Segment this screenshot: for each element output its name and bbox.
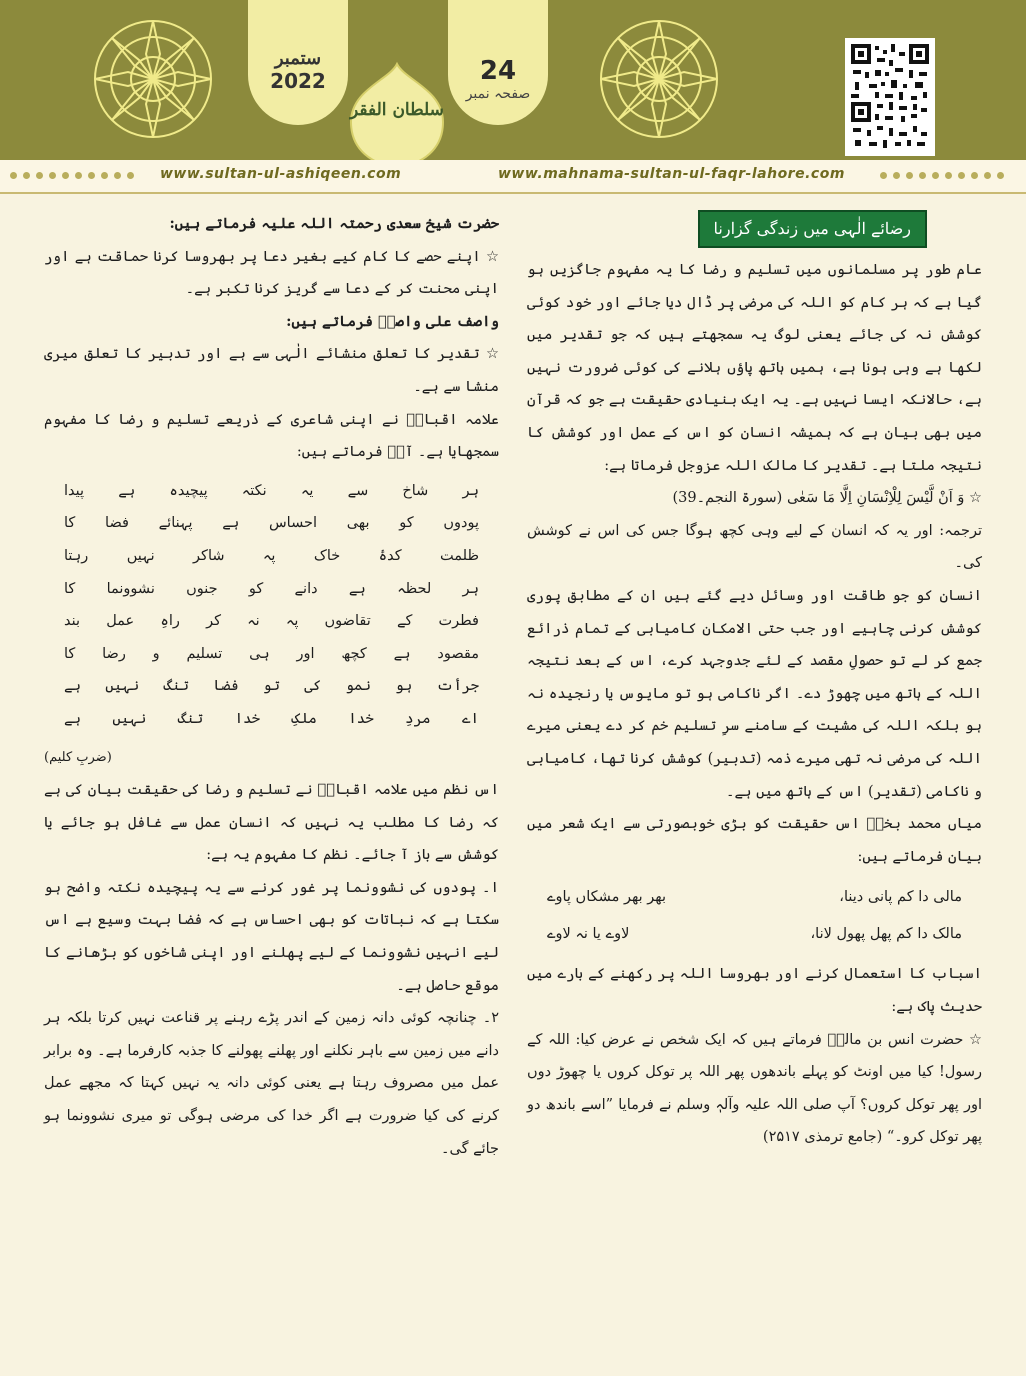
issue-date-badge: [248, 0, 348, 125]
hadith-paragraph: ☆ حضرت انس بن مالکؓ فرماتے ہیں کہ ایک شخص نے عرض کیا: اللہ کے رسول! کیا میں اونٹ کو پہلے باندھوں پھر اللہ پر توکل کروں یا چھوڑ دوں اور پھر توکل کروں؟ آپ صلی اللہ علیہ وآلہٖ وسلم نے فرمایا ”اسے باندھ دو پھر توکل کرو۔“ (جامع ترمذی ۲۵۱۷): [527, 1031, 982, 1146]
page-number-label: صفحہ نمبر: [465, 86, 531, 102]
right-paragraph: عام طور پر مسلمانوں میں تسلیم و رضا کا یہ مفہوم جاگزیں ہو گیا ہے کہ ہر کام کو اللہ کی مرضی پر ڈال دیا جائے اور خود کوئی کوشش نہ کی جائے یعنی لوگ یہ سمجھتے ہیں کہ جو تقدیر میں لکھا ہے وہی ہونا ہے، ہمیں ہاتھ پاؤں ہلانے کی کوئی ضرورت نہیں ہے، حالانکہ ایسا نہیں ہے۔ یہ ایک بنیادی حقیقت ہے جو کہ قرآن میں بھی بیان ہے کہ ہمیشہ انسان کو اس کے عمل اور کوشش کا نتیجہ ملتا ہے۔ تقدیر کا مالک اللہ عزوجل فرماتا ہے:: [527, 262, 982, 474]
right-dot-ornament: [880, 172, 1004, 180]
left-dot-ornament: [10, 172, 134, 180]
left-article-column: [44, 208, 499, 1165]
right-paragraph: ترجمہ: اور یہ کہ انسان کے لیے وہی کچھ ہوگا جس کی اس نے کوشش کی۔: [527, 522, 982, 572]
issue-month: ستمبر: [274, 48, 322, 69]
page-number: 24: [479, 56, 517, 86]
poem-line: فطرت کے تقاضوں پہ نہ کر راہِ عمل بند: [64, 613, 479, 630]
left-paragraph: علامہ اقبالؒ نے اپنی شاعری کے ذریعے تسلیم و رضا کا مفہوم سمجھایا ہے۔ آپؒ فرماتے ہیں:: [44, 411, 499, 461]
website-link-mahnama[interactable]: www.mahnama-sultan-ul-faqr-lahore.com: [498, 166, 845, 182]
left-paragraph: اس نظم میں علامہ اقبالؒ نے تسلیم و رضا کی حقیقت بیان کی ہے کہ رضا کا مطلب یہ نہیں کہ انسان عمل سے غافل ہو جائے یا کوشش سے باز آ جائے۔ نظم کا مفہوم یہ ہے:: [44, 782, 499, 864]
left-paragraph: ۲۔ چنانچہ کوئی دانہ زمین کے اندر پڑے رہنے پر قناعت نہیں کرتا بلکہ ہر دانے میں زمین سے باہر نکلنے اور پھلنے پھولنے کا جذبہ کارفرما ہے۔ وہ برابر عمل میں مصروف رہتا ہے یعنی کوئی دانہ یہ نہیں کہتا کہ مجھے عمل کرنے کی کیا ضرورت ہے اگر خدا کی مرضی ہوگی تو میری نشوونما ہو جائے گی۔: [44, 1010, 499, 1157]
poem-line: پودوں کو بھی احساس ہے پہنائے فضا کا: [64, 515, 479, 532]
magazine-logo: [347, 60, 447, 170]
poem-hemistich: مالک دا کم پھل پھول لانا،: [810, 925, 962, 942]
poem-line: مقصود ہے کچھ اور ہی تسلیم و رضا کا: [64, 645, 479, 662]
poem-line: جرأت ہو نمو کی تو فضا تنگ نہیں ہے: [64, 678, 479, 695]
poem-hemistich: لاوے یا نہ لاوے: [547, 925, 630, 942]
article-title: رضائے الٰہی میں زندگی گزارنا: [698, 210, 927, 248]
right-paragraph: انسان کو جو طاقت اور وسائل دیے گئے ہیں ان کے مطابق پوری کوشش کرنی چاہیے اور جب حتی الامکان کامیابی کے تمام ذرائع جمع کر لے تو حصولِ مقصد کے لئے جدوجہد کرے، اس کے بعد نتیجہ اللہ کے ہاتھ میں چھوڑ دے۔ اگر ناکامی ہو تو مایوس یا رنجیدہ نہ ہو بلکہ اللہ کی مشیت کے سامنے سرِ تسلیم خم کر دے یعنی میرے اللہ کی مرضی نہ تھی میرے ذمہ (تدبیر) کوشش کرنا تھا، کامیابی و ناکامی (تقدیر) اس کے ہاتھ میں ہے۔: [527, 587, 982, 800]
right-rosette-ornament: [594, 14, 724, 144]
poem-hemistich: مالی دا کم پانی دینا،: [839, 889, 962, 906]
punjabi-poem: [527, 881, 982, 950]
iqbal-poem: [44, 475, 499, 736]
poem-hemistich: بھر بھر مشکاں پاوے: [547, 889, 666, 906]
left-paragraph: ☆ اپنے حصے کا کام کیے بغیر دعا پر بھروسا کرنا حماقت ہے اور اپنی محنت کر کے دعا سے گریز کرنا تکبر ہے۔: [44, 248, 499, 298]
right-paragraph: اسباب کا استعمال کرنے اور بھروسا اللہ پر رکھنے کے بارے میں حدیث پاک ہے:: [527, 966, 982, 1016]
poem-line: ظلمت کدۂ خاک پہ شاکر نہیں رہتا: [64, 547, 479, 564]
right-article-column: [527, 208, 982, 1154]
poem-line: [547, 918, 962, 951]
page-number-badge: [448, 0, 548, 125]
poem-source: (ضربِ کلیم): [44, 749, 112, 765]
poem-line: [547, 881, 962, 914]
poem-line: ہر لحظہ ہے دانے کو جنوں نشوونما کا: [64, 580, 479, 597]
poem-line: ہر شاخ سے یہ نکتہ پیچیدہ ہے پیدا: [64, 482, 479, 499]
left-heading: واصف علی واصفؒ فرماتے ہیں:: [286, 312, 499, 330]
issue-year: 2022: [270, 69, 326, 93]
website-link-ashiqeen[interactable]: www.sultan-ul-ashiqeen.com: [160, 166, 402, 182]
left-heading: حضرت شیخ سعدی رحمتہ اللہ علیہ فرماتے ہیں:: [169, 215, 499, 232]
right-paragraph: میاں محمد بخشؒ اس حقیقت کو بڑی خوبصورتی سے ایک شعر میں بیان فرماتے ہیں:: [527, 816, 982, 865]
poem-line: اے مردِ خدا ملکِ خدا تنگ نہیں ہے: [64, 710, 479, 727]
left-paragraph: ☆ تقدیر کا تعلق منشائے الٰہی سے ہے اور تدبیر کا تعلق میری منشا سے ہے۔: [44, 346, 499, 395]
left-rosette-ornament: [88, 14, 218, 144]
qr-code-icon: [845, 38, 935, 156]
magazine-header: [0, 0, 1026, 160]
left-paragraph: ا۔ پودوں کی نشوونما پر غور کرنے سے یہ پیچیدہ نکتہ واضح ہو سکتا ہے کہ نباتات کو بھی احساس ہے کہ فضا بہت وسیع ہے اس لیے انہیں نشوونما کے لیے پھلنے اور اپنی شاخوں کو بڑھانے کا موقع حاصل ہے۔: [44, 879, 499, 994]
quran-verse: ☆ وَ اَنْ لَّیْسَ لِلْاِنْسَانِ اِلَّا مَا سَعٰی (سورۃ النجم۔39): [672, 490, 982, 507]
logo-text: سلطان الفقر: [350, 100, 444, 120]
